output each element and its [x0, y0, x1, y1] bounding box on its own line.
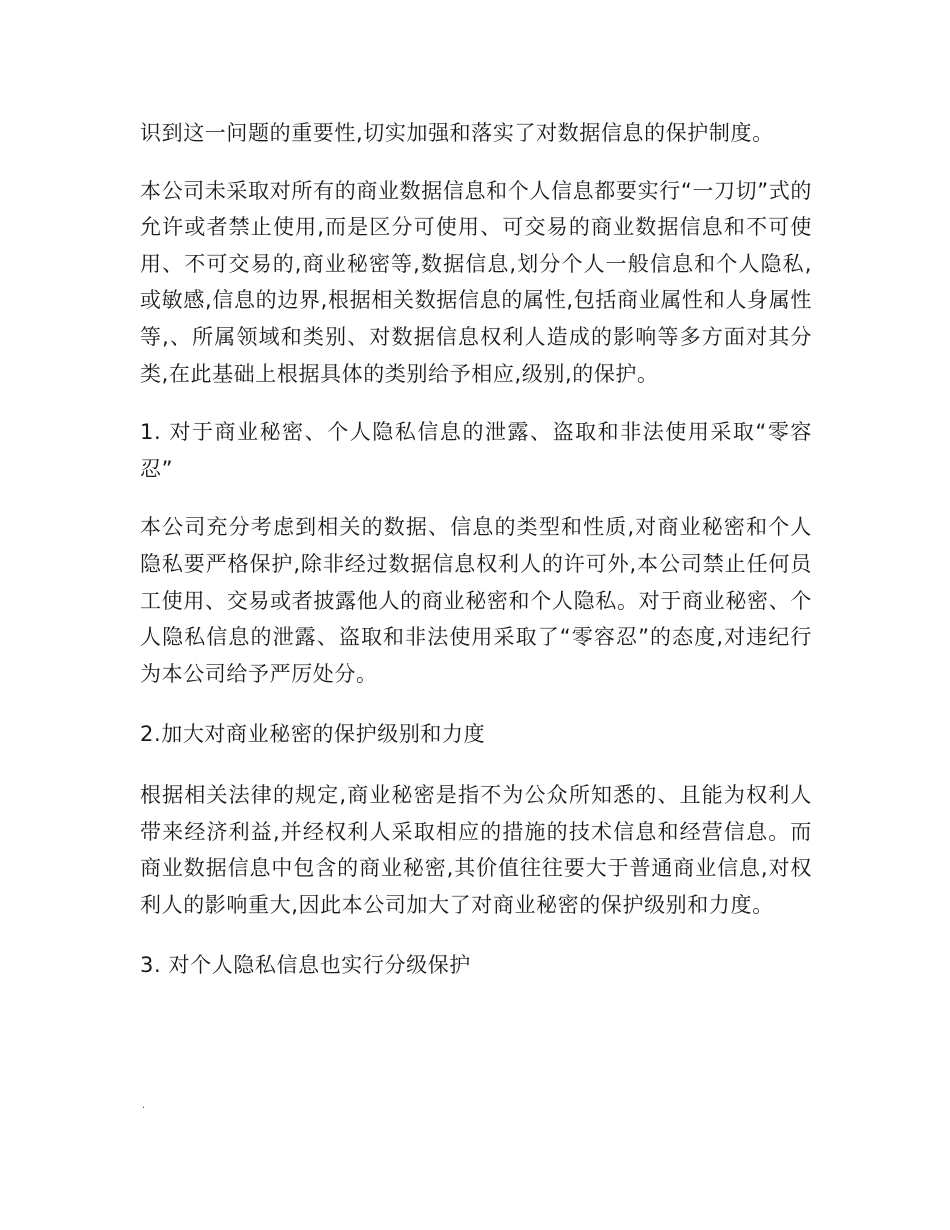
footer-mark: .: [142, 1100, 146, 1111]
heading-trade-secret-protection: 2.加大对商业秘密的保护级别和力度: [140, 722, 486, 747]
paragraph-continuation: 识到这一问题的重要性,切实加强和落实了对数据信息的保护制度。: [140, 121, 774, 145]
paragraph-zero-tolerance: 本公司充分考虑到相关的数据、信息的类型和性质,对商业秘密和个人隐私要严格保护,除非经过数据信息权利人的许可外,本公司禁止任何员工使用、交易或者披露他人的商业秘密和个人隐私。对于商业秘密、个人隐私信息的泄露、盗取和非法使用采取了“零容忍”的态度,对违纪行为本公司给予严厉处分。: [140, 515, 812, 686]
heading-zero-tolerance: 1. 对于商业秘密、个人隐私信息的泄露、盗取和非法使用采取“零容忍”: [140, 420, 812, 481]
document-body: [140, 115, 812, 984]
heading-privacy-tiered-protection: 3. 对个人隐私信息也实行分级保护: [140, 953, 471, 978]
paragraph-trade-secret-protection: 根据相关法律的规定,商业秘密是指不为公众所知悉的、且能为权利人带来经济利益,并经权利人采取相应的措施的技术信息和经营信息。而商业数据信息中包含的商业秘密,其价值往往要大于普通商业信息,对权利人的影响重大,因此本公司加大了对商业秘密的保护级别和力度。: [140, 782, 812, 917]
paragraph-classification: 本公司未采取对所有的商业数据信息和个人信息都要实行“一刀切”式的允许或者禁止使用,而是区分可使用、可交易的商业数据信息和不可使用、不可交易的,商业秘密等,数据信息,划分个人一般信息和个人隐私,或敏感,信息的边界,根据相关数据信息的属性,包括商业属性和人身属性等,、所属领域和类别、对数据信息权利人造成的影响等多方面对其分类,在此基础上根据具体的类别给予相应,级别,的保护。: [140, 178, 812, 386]
